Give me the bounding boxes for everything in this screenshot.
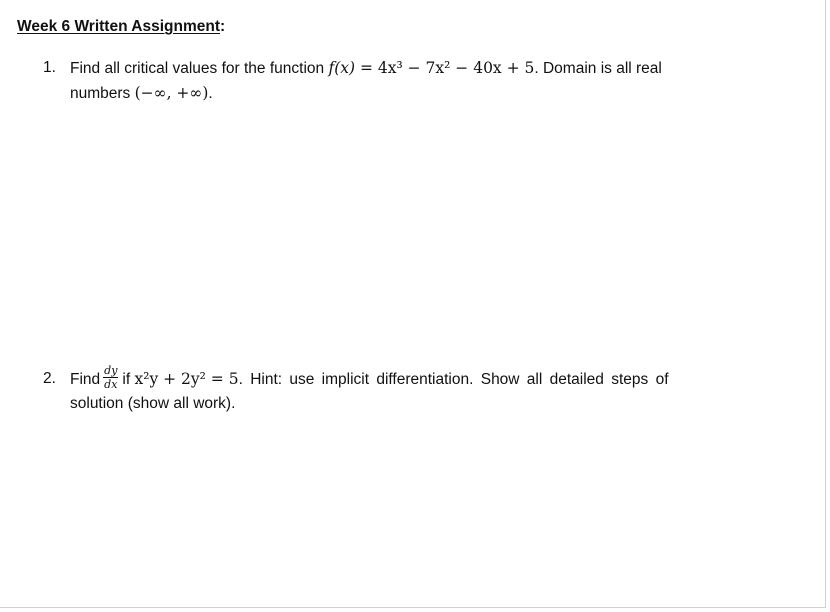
question-1 <box>43 56 733 106</box>
question-2-find: Find <box>70 371 101 388</box>
question-2-hint: . Hint: use implicit differentiation. Show all detailed steps of <box>238 371 669 388</box>
question-1-line-1 <box>70 56 733 81</box>
assignment-title <box>17 18 225 36</box>
derivative-numerator: dy <box>104 364 118 378</box>
implicit-equation: x²y + 2y² = 5 <box>134 370 239 388</box>
function-expression: 4x³ − 7x² − 40x + 5 <box>377 59 535 77</box>
question-1-numbers-word: numbers <box>70 85 131 102</box>
derivative-fraction <box>103 365 118 390</box>
question-2-line-2 <box>70 392 733 416</box>
question-2-instruction: solution (show all work). <box>70 395 236 413</box>
function-label: f(x) = <box>328 59 378 77</box>
question-1-period: . <box>208 85 213 102</box>
question-1-domain-intro: . Domain is all real <box>534 60 662 77</box>
question-1-text: Find all critical values for the function <box>70 60 325 77</box>
function-definition <box>328 59 534 77</box>
question-2-body <box>70 364 733 416</box>
question-1-number: 1. <box>43 59 56 76</box>
question-1-body <box>70 56 733 106</box>
question-1-line-2 <box>70 81 733 106</box>
assignment-title-colon: : <box>219 18 226 35</box>
question-2 <box>43 364 733 416</box>
domain-interval: (−∞, +∞) <box>134 84 209 102</box>
assignment-title-text: Week 6 Written Assignment <box>17 18 220 35</box>
derivative-denominator: dx <box>104 378 118 392</box>
question-2-line-1 <box>70 364 733 392</box>
question-2-if: if <box>122 371 131 388</box>
question-2-number: 2. <box>43 370 56 387</box>
